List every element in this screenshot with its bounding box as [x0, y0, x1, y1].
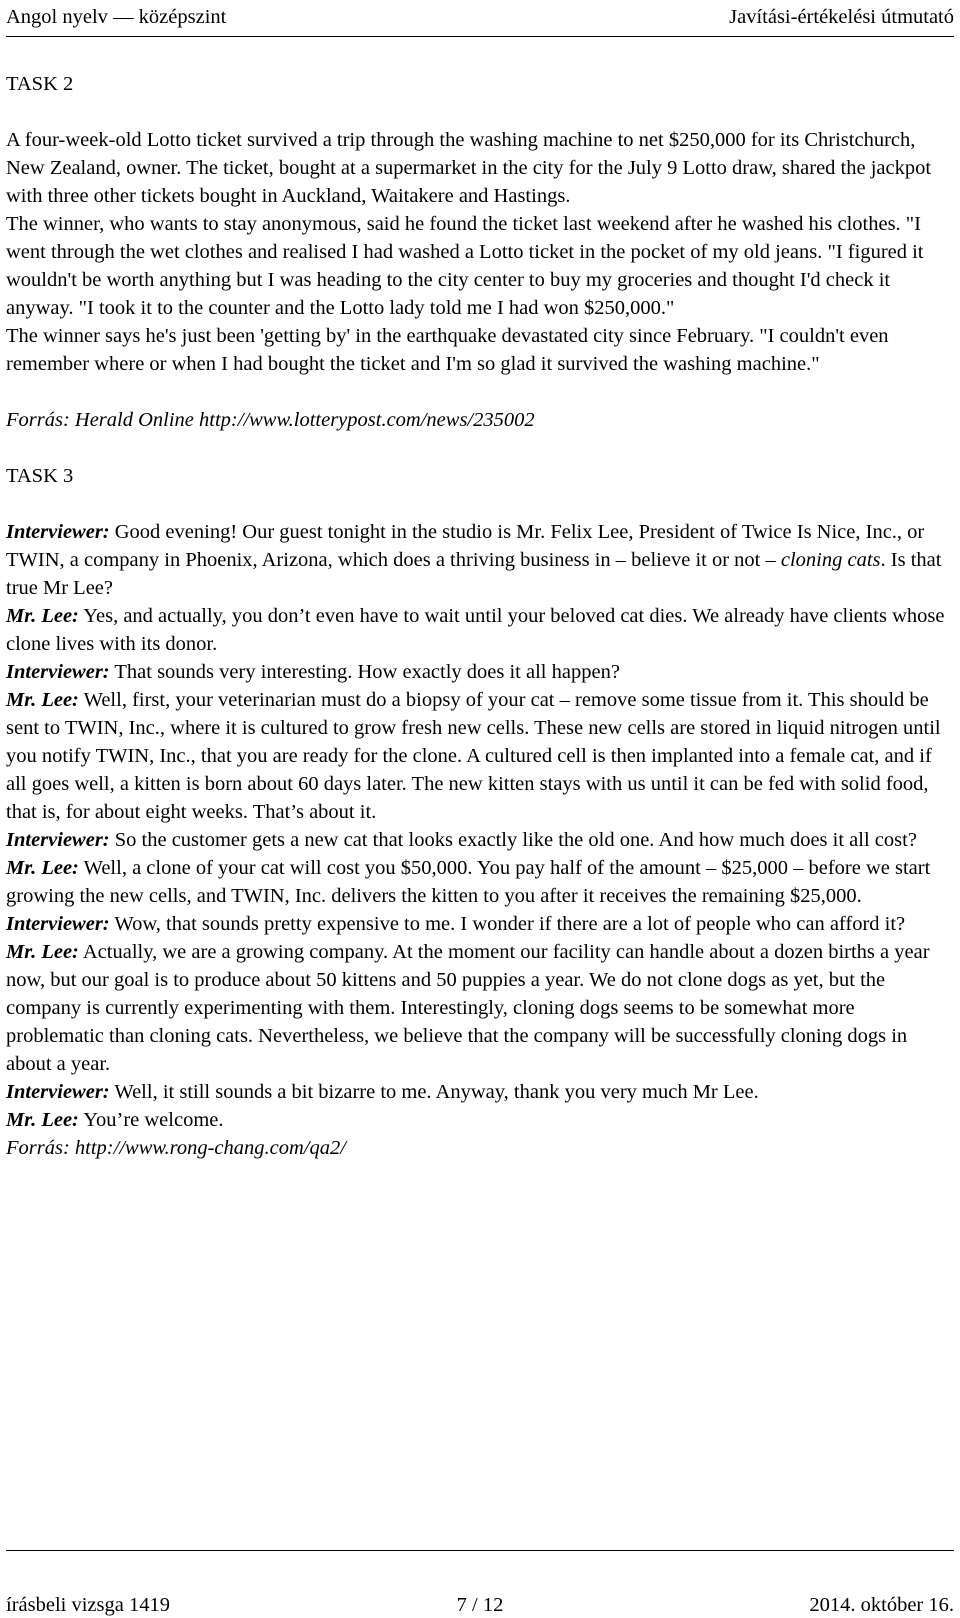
dialogue-text: You’re welcome. [78, 1109, 224, 1131]
dialogue-text: That sounds very interesting. How exactly does it all happen? [109, 661, 620, 683]
speaker-label: Interviewer: [6, 521, 110, 543]
speaker-label: Interviewer: [6, 829, 110, 851]
speaker-label: Mr. Lee: [6, 1109, 79, 1131]
dialogue-text: Well, a clone of your cat will cost you $50,000. You pay half of the amount – $25,000 – before we start growing the new cells, and TWIN, Inc. delivers the kitten to you after it receives the remaining $25,000. [6, 857, 931, 907]
header-subject: Angol nyelv — középszint [6, 6, 227, 28]
dialogue-text: Well, first, your veterinarian must do a biopsy of your cat – remove some tissue from it. This should be sent to TWIN, Inc., where it is cultured to grow fresh new cells. These new cells are stored in liquid nitrogen until you notify TWIN, Inc., that you are ready for the clone. A cultured cell is then implanted into a female cat, and if all goes well, a kitten is born about 60 days later. The new kitten stays with us until it can be fed with solid food, that is, for about eight weeks. That’s about it. [6, 689, 941, 823]
speaker-label: Mr. Lee: [6, 857, 79, 879]
dialogue-text: So the customer gets a new cat that looks exactly like the old one. And how much does it all cost? [109, 829, 917, 851]
speaker-label: Interviewer: [6, 913, 110, 935]
speaker-label: Mr. Lee: [6, 941, 79, 963]
task3-source: Forrás: http://www.rong-chang.com/qa2/ [6, 1137, 346, 1159]
footer-exam-code: írásbeli vizsga 1419 [6, 1594, 170, 1616]
page-content [6, 70, 956, 1162]
speaker-label: Mr. Lee: [6, 689, 79, 711]
dialogue-line [6, 938, 956, 1078]
page-footer [6, 1550, 954, 1618]
footer-page-number: 7 / 12 [456, 1594, 504, 1616]
task3-title: TASK 3 [6, 465, 74, 487]
dialogue-line [6, 910, 956, 938]
dialogue-line [6, 854, 956, 910]
speaker-label: Interviewer: [6, 661, 110, 683]
speaker-label: Interviewer: [6, 1081, 110, 1103]
dialogue-text: Well, it still sounds a bit bizarre to me. Anyway, thank you very much Mr Lee. [109, 1081, 759, 1103]
dialogue-text: Actually, we are a growing company. At the moment our facility can handle about a dozen births a year now, but our goal is to produce about 50 kittens and 50 puppies a year. We do not clone dogs as yet, but the company is currently experimenting with them. Interestingly, cloning dogs seems to be somewhat more problematic than cloning cats. Nevertheless, we believe that the company will be successfully cloning dogs in about a year. [6, 941, 930, 1075]
footer-date: 2014. október 16. [809, 1594, 954, 1616]
page-header [6, 2, 954, 37]
task2-paragraph: A four-week-old Lotto ticket survived a trip through the washing machine to net $250,000 for its Christchurch, New Zealand, owner. The ticket, bought at a supermarket in the city for the July 9 Lotto draw, shared the jackpot with three other tickets bought in Auckland, Waitakere and Hastings. [6, 129, 932, 207]
dialogue-line [6, 1106, 956, 1134]
dialogue-line [6, 1078, 956, 1106]
task2-source: Forrás: Herald Online http://www.lotterypost.com/news/235002 [6, 409, 535, 431]
dialogue-line [6, 826, 956, 854]
task2-title: TASK 2 [6, 73, 74, 95]
task2-paragraph: The winner says he's just been 'getting by' in the earthquake devastated city since February. "I couldn't even remember where or when I had bought the ticket and I'm so glad it survived the washing machine." [6, 325, 889, 375]
dialogue-line [6, 658, 956, 686]
dialogue-line [6, 518, 956, 602]
dialogue-line [6, 686, 956, 826]
dialogue-text: Wow, that sounds pretty expensive to me. I wonder if there are a lot of people who can afford it? [109, 913, 906, 935]
dialogue-text: Good evening! Our guest tonight in the studio is Mr. Felix Lee, President of Twice Is Nice, Inc., or TWIN, a company in Phoenix, Arizona, which does a thriving business in – believe it or not – [6, 521, 925, 571]
dialogue-emphasis: cloning cats [780, 549, 881, 571]
dialogue-text: . Is that true Mr Lee? [6, 549, 942, 599]
dialogue-text: Yes, and actually, you don’t even have to wait until your beloved cat dies. We already have clients whose clone lives with its donor. [6, 605, 945, 655]
header-doc-type: Javítási-értékelési útmutató [729, 6, 954, 28]
speaker-label: Mr. Lee: [6, 605, 79, 627]
task2-paragraph: The winner, who wants to stay anonymous, said he found the ticket last weekend after he washed his clothes. "I went through the wet clothes and realised I had washed a Lotto ticket in the pocket of my old jeans. "I figured it wouldn't be worth anything but I was heading to the city center to buy my groceries and thought I'd check it anyway. "I took it to the counter and the Lotto lady told me I had won $250,000." [6, 213, 924, 319]
dialogue-line [6, 602, 956, 658]
